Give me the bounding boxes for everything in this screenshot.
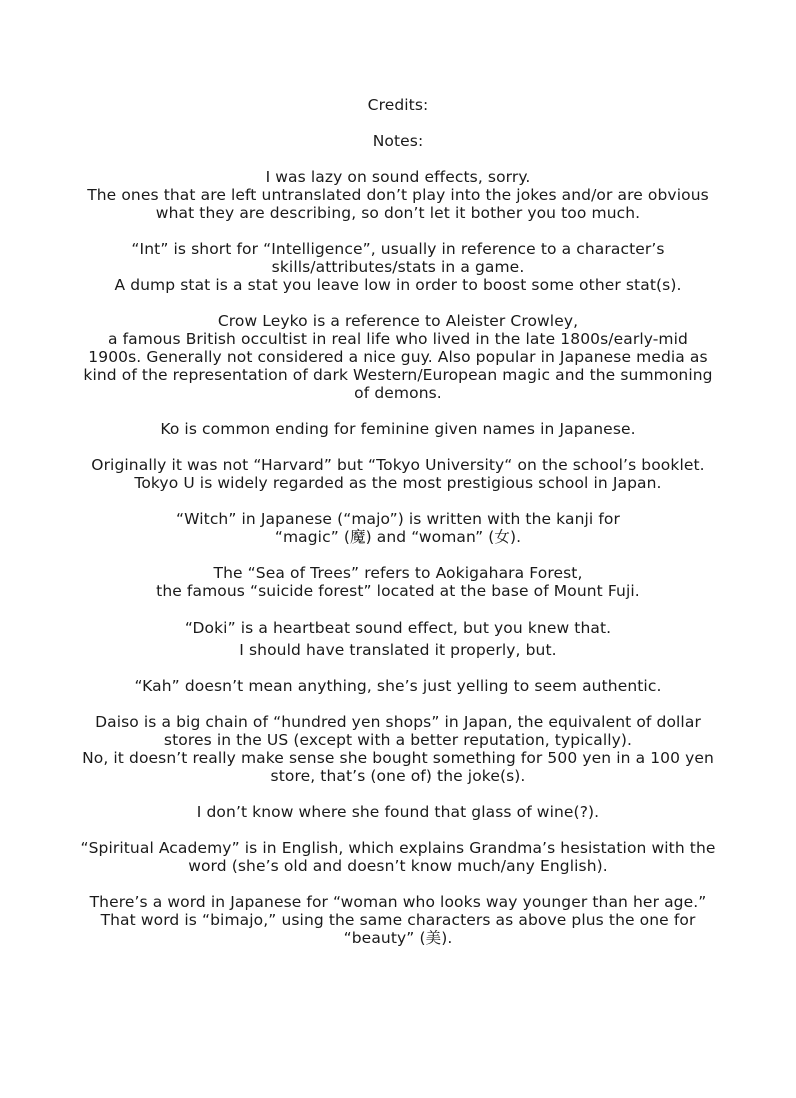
note-line: kind of the representation of dark Western/European magic and the summoning [83,366,713,384]
note-line: The “Sea of Trees” refers to Aokigahara Forest, [213,564,583,582]
notes-heading: Notes: [372,132,424,150]
credits-heading: Credits: [367,96,429,114]
note-line: That word is “bimajo,” using the same characters as above plus the one for [100,911,696,929]
note-line: “Int” is short for “Intelligence”, usually in reference to a character’s [131,240,665,258]
note-line: stores in the US (except with a better reputation, typically). [163,731,633,749]
note-line: “Doki” is a heartbeat sound effect, but you knew that. [184,619,612,637]
note-line: There’s a word in Japanese for “woman who looks way younger than her age.” [89,893,707,911]
note-line: Daiso is a big chain of “hundred yen shops” in Japan, the equivalent of dollar [95,713,701,731]
note-line: No, it doesn’t really make sense she bought something for 500 yen in a 100 yen [82,749,714,767]
note-line: Crow Leyko is a reference to Aleister Crowley, [217,312,579,330]
note-line: a famous British occultist in real life who lived in the late 1800s/early-mid [108,330,688,348]
note-line: “magic” (魔) and “woman” (女). [274,528,522,546]
note-line: “Spiritual Academy” is in English, which explains Grandma’s hesistation with the [80,839,716,857]
note-line: “beauty” (美). [343,929,453,947]
note-line: word (she’s old and doesn’t know much/any English). [188,857,608,875]
note-line: Ko is common ending for feminine given names in Japanese. [160,420,636,438]
note-line: Originally it was not “Harvard” but “Tokyo University“ on the school’s booklet. [91,456,705,474]
note-line: 1900s. Generally not considered a nice guy. Also popular in Japanese media as [88,348,708,366]
note-line: The ones that are left untranslated don’t play into the jokes and/or are obvious [87,186,709,204]
note-line: the famous “suicide forest” located at the base of Mount Fuji. [156,582,640,600]
note-line: A dump stat is a stat you leave low in order to boost some other stat(s). [114,276,682,294]
note-line: I don’t know where she found that glass of wine(?). [196,803,600,821]
note-line: I was lazy on sound effects, sorry. [265,168,531,186]
note-line: of demons. [354,384,442,402]
note-line: “Kah” doesn’t mean anything, she’s just yelling to seem authentic. [134,677,662,695]
note-line: Tokyo U is widely regarded as the most prestigious school in Japan. [134,474,662,492]
note-line: store, that’s (one of) the joke(s). [270,767,526,785]
note-line: I should have translated it properly, but. [239,641,557,659]
note-line: skills/attributes/stats in a game. [271,258,525,276]
note-line: what they are describing, so don’t let it bother you too much. [155,204,641,222]
note-line: “Witch” in Japanese (“majo”) is written with the kanji for [176,510,620,528]
